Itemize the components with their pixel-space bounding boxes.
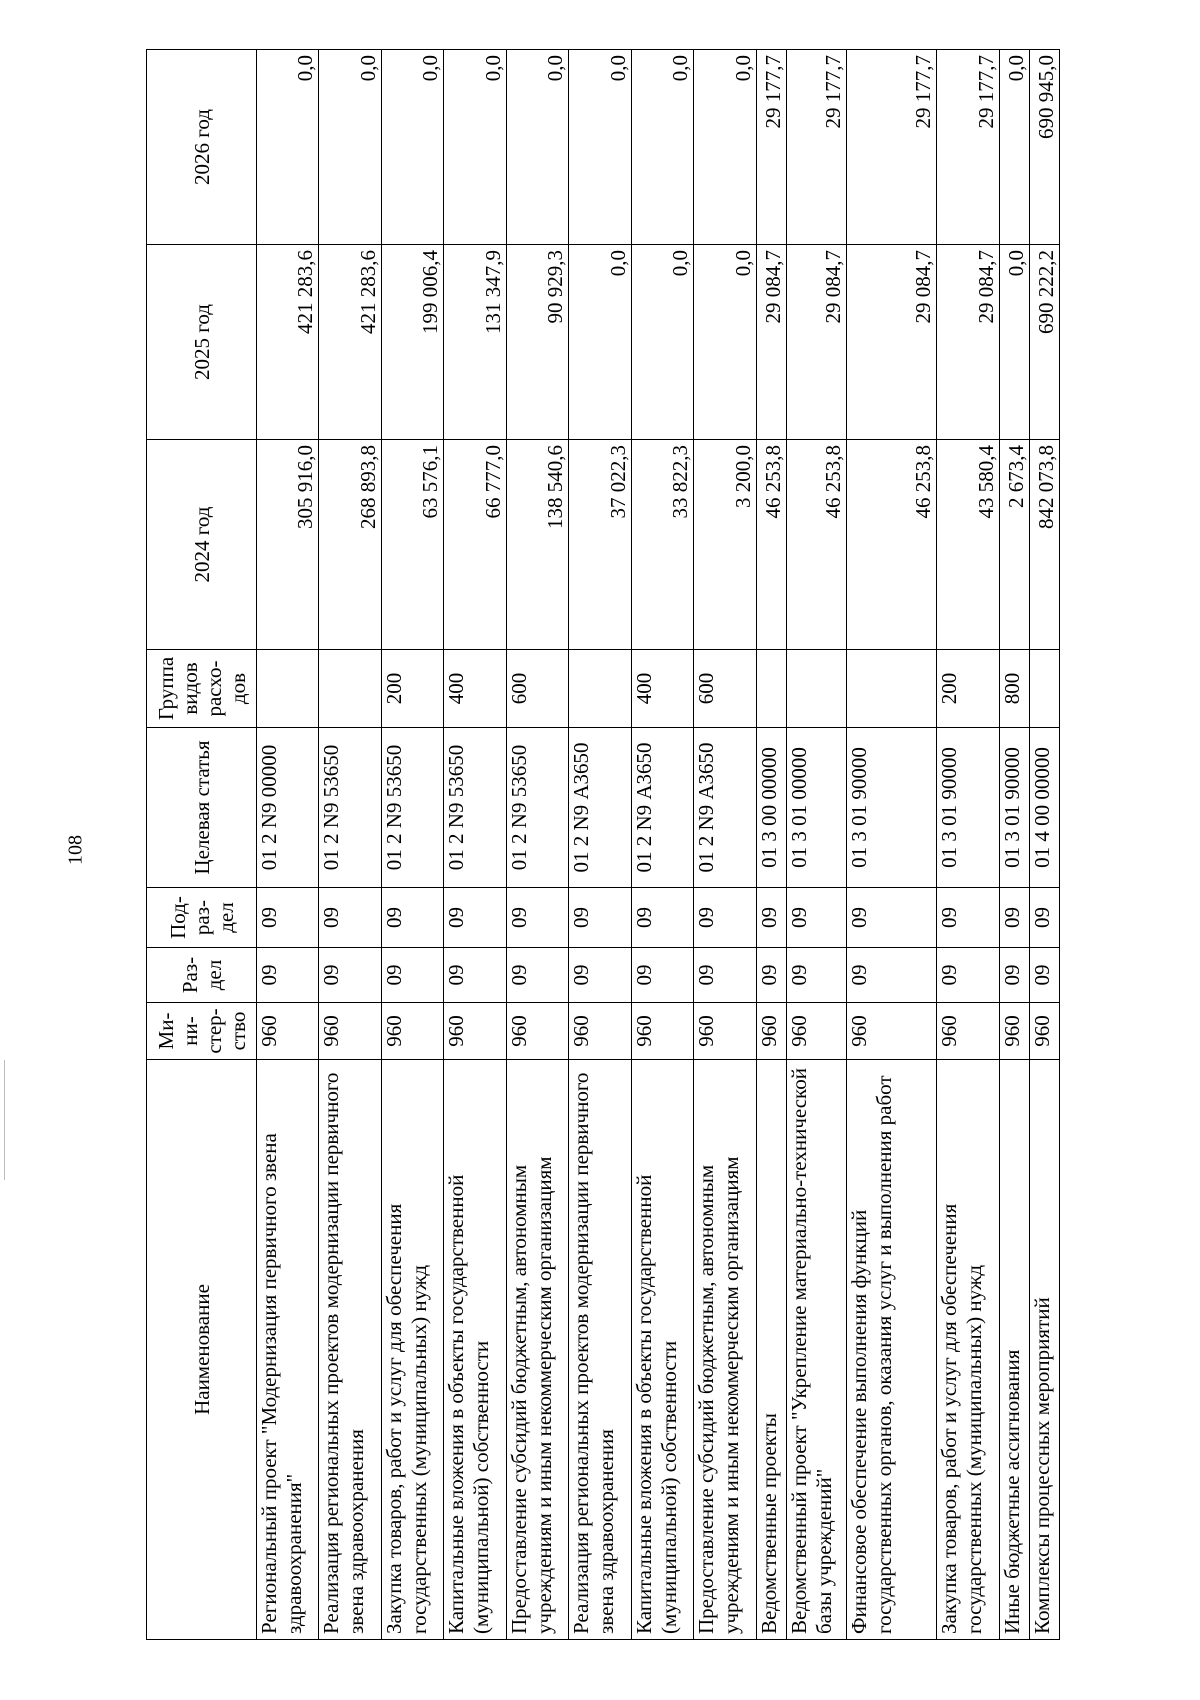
cell-y2026: 690 945,0 xyxy=(1029,50,1059,245)
table-row xyxy=(937,50,999,1640)
cell-y2024: 138 540,6 xyxy=(506,440,568,650)
table-row xyxy=(1029,50,1059,1640)
cell-target: 01 2 N9 00000 xyxy=(257,728,319,888)
cell-section: 09 xyxy=(694,948,756,1003)
cell-target: 01 3 00 00000 xyxy=(756,728,786,888)
cell-y2024: 46 253,8 xyxy=(786,440,846,650)
cell-ministry: 960 xyxy=(319,1003,381,1060)
table-row xyxy=(756,50,786,1640)
cell-y2026: 29 177,7 xyxy=(846,50,936,245)
cell-section: 09 xyxy=(1029,948,1059,1003)
cell-y2026: 0,0 xyxy=(257,50,319,245)
cell-subsection: 09 xyxy=(569,888,631,948)
cell-y2025: 29 084,7 xyxy=(756,245,786,440)
cell-y2024: 33 822,3 xyxy=(631,440,693,650)
header-2024: 2024 год xyxy=(147,440,257,650)
cell-y2024: 3 200,0 xyxy=(694,440,756,650)
cell-subsection: 09 xyxy=(631,888,693,948)
cell-group xyxy=(319,650,381,728)
cell-ministry: 960 xyxy=(631,1003,693,1060)
cell-y2026: 0,0 xyxy=(506,50,568,245)
cell-target: 01 2 N9 А3650 xyxy=(694,728,756,888)
cell-subsection: 09 xyxy=(694,888,756,948)
table-row xyxy=(999,50,1029,1640)
cell-ministry: 960 xyxy=(756,1003,786,1060)
cell-y2024: 37 022,3 xyxy=(569,440,631,650)
cell-target: 01 2 N9 53650 xyxy=(506,728,568,888)
cell-y2026: 0,0 xyxy=(569,50,631,245)
cell-group xyxy=(846,650,936,728)
cell-ministry: 960 xyxy=(999,1003,1029,1060)
cell-group: 800 xyxy=(999,650,1029,728)
table-row xyxy=(444,50,506,1640)
cell-group xyxy=(786,650,846,728)
cell-subsection: 09 xyxy=(444,888,506,948)
header-name: Наименование xyxy=(147,1060,257,1640)
cell-ministry: 960 xyxy=(506,1003,568,1060)
cell-y2025: 29 084,7 xyxy=(846,245,936,440)
cell-subsection: 09 xyxy=(937,888,999,948)
cell-ministry: 960 xyxy=(569,1003,631,1060)
cell-subsection: 09 xyxy=(1029,888,1059,948)
cell-subsection: 09 xyxy=(319,888,381,948)
cell-section: 09 xyxy=(846,948,936,1003)
cell-target: 01 2 N9 А3650 xyxy=(569,728,631,888)
cell-group xyxy=(756,650,786,728)
table-row xyxy=(569,50,631,1640)
cell-name: Ведомственные проекты xyxy=(756,1060,786,1640)
cell-y2025: 421 283,6 xyxy=(257,245,319,440)
cell-y2026: 0,0 xyxy=(694,50,756,245)
cell-subsection: 09 xyxy=(786,888,846,948)
cell-group: 200 xyxy=(937,650,999,728)
cell-group: 400 xyxy=(631,650,693,728)
cell-target: 01 2 N9 А3650 xyxy=(631,728,693,888)
cell-y2026: 29 177,7 xyxy=(756,50,786,245)
cell-subsection: 09 xyxy=(257,888,319,948)
cell-name: Ведомственный проект "Укрепление материально-технической базы учреждений" xyxy=(786,1060,846,1640)
cell-y2026: 0,0 xyxy=(631,50,693,245)
cell-target: 01 3 01 90000 xyxy=(999,728,1029,888)
cell-target: 01 3 01 00000 xyxy=(786,728,846,888)
cell-section: 09 xyxy=(569,948,631,1003)
cell-y2024: 63 576,1 xyxy=(381,440,443,650)
cell-section: 09 xyxy=(999,948,1029,1003)
cell-name: Предоставление субсидий бюджетным, автономным учреждениям и иным некоммерческим организациям xyxy=(694,1060,756,1640)
cell-group: 400 xyxy=(444,650,506,728)
cell-section: 09 xyxy=(631,948,693,1003)
cell-name: Реализация региональных проектов модернизации первичного звена здравоохранения xyxy=(569,1060,631,1640)
table-row xyxy=(381,50,443,1640)
cell-y2026: 29 177,7 xyxy=(786,50,846,245)
cell-name: Финансовое обеспечение выполнения функций государственных органов, оказания услуг и выполнения работ xyxy=(846,1060,936,1640)
table-row xyxy=(846,50,936,1640)
cell-subsection: 09 xyxy=(846,888,936,948)
cell-ministry: 960 xyxy=(846,1003,936,1060)
cell-ministry: 960 xyxy=(1029,1003,1059,1060)
table-header-row xyxy=(147,50,257,1640)
header-section: Раз- дел xyxy=(147,948,257,1003)
header-2025: 2025 год xyxy=(147,245,257,440)
cell-y2025: 29 084,7 xyxy=(937,245,999,440)
cell-y2024: 842 073,8 xyxy=(1029,440,1059,650)
cell-y2025: 131 347,9 xyxy=(444,245,506,440)
cell-y2024: 46 253,8 xyxy=(846,440,936,650)
cell-ministry: 960 xyxy=(444,1003,506,1060)
header-2026: 2026 год xyxy=(147,50,257,245)
cell-group: 200 xyxy=(381,650,443,728)
cell-y2026: 0,0 xyxy=(381,50,443,245)
cell-subsection: 09 xyxy=(506,888,568,948)
cell-target: 01 2 N9 53650 xyxy=(319,728,381,888)
page-number: 108 xyxy=(64,835,87,865)
cell-y2024: 268 893,8 xyxy=(319,440,381,650)
cell-y2024: 46 253,8 xyxy=(756,440,786,650)
cell-section: 09 xyxy=(257,948,319,1003)
cell-section: 09 xyxy=(937,948,999,1003)
cell-ministry: 960 xyxy=(937,1003,999,1060)
cell-y2025: 29 084,7 xyxy=(786,245,846,440)
cell-y2024: 305 916,0 xyxy=(257,440,319,650)
cell-group: 600 xyxy=(694,650,756,728)
scan-artifact xyxy=(4,1060,5,1180)
cell-target: 01 3 01 90000 xyxy=(846,728,936,888)
cell-group: 600 xyxy=(506,650,568,728)
cell-name: Капитальные вложения в объекты государственной (муниципальной) собственности xyxy=(631,1060,693,1640)
table-row xyxy=(257,50,319,1640)
cell-name: Закупка товаров, работ и услуг для обеспечения государственных (муниципальных) нужд xyxy=(381,1060,443,1640)
cell-ministry: 960 xyxy=(257,1003,319,1060)
cell-group xyxy=(257,650,319,728)
cell-y2025: 199 006,4 xyxy=(381,245,443,440)
cell-target: 01 4 00 00000 xyxy=(1029,728,1059,888)
table-row xyxy=(319,50,381,1640)
header-subsection: Под- раз- дел xyxy=(147,888,257,948)
cell-name: Иные бюджетные ассигнования xyxy=(999,1060,1029,1640)
cell-y2025: 421 283,6 xyxy=(319,245,381,440)
cell-subsection: 09 xyxy=(381,888,443,948)
cell-y2025: 90 929,3 xyxy=(506,245,568,440)
cell-name: Комплексы процессных мероприятий xyxy=(1029,1060,1059,1640)
cell-y2024: 66 777,0 xyxy=(444,440,506,650)
table-row xyxy=(506,50,568,1640)
cell-group xyxy=(1029,650,1059,728)
cell-ministry: 960 xyxy=(786,1003,846,1060)
cell-target: 01 3 01 90000 xyxy=(937,728,999,888)
cell-target: 01 2 N9 53650 xyxy=(444,728,506,888)
cell-y2026: 0,0 xyxy=(999,50,1029,245)
cell-name: Предоставление субсидий бюджетным, автономным учреждениям и иным некоммерческим организациям xyxy=(506,1060,568,1640)
cell-y2025: 0,0 xyxy=(694,245,756,440)
cell-y2025: 0,0 xyxy=(569,245,631,440)
cell-section: 09 xyxy=(756,948,786,1003)
budget-table xyxy=(146,49,1060,1640)
cell-section: 09 xyxy=(319,948,381,1003)
cell-group xyxy=(569,650,631,728)
cell-name: Региональный проект "Модернизация первичного звена здравоохранения" xyxy=(257,1060,319,1640)
cell-subsection: 09 xyxy=(999,888,1029,948)
cell-subsection: 09 xyxy=(756,888,786,948)
cell-section: 09 xyxy=(506,948,568,1003)
table-row xyxy=(631,50,693,1640)
cell-y2026: 29 177,7 xyxy=(937,50,999,245)
cell-y2024: 2 673,4 xyxy=(999,440,1029,650)
cell-y2025: 690 222,2 xyxy=(1029,245,1059,440)
cell-y2026: 0,0 xyxy=(319,50,381,245)
cell-section: 09 xyxy=(786,948,846,1003)
cell-name: Капитальные вложения в объекты государственной (муниципальной) собственности xyxy=(444,1060,506,1640)
cell-y2026: 0,0 xyxy=(444,50,506,245)
header-target: Целевая статья xyxy=(147,728,257,888)
cell-y2025: 0,0 xyxy=(631,245,693,440)
table-row xyxy=(694,50,756,1640)
header-group: Группа видов расхо- дов xyxy=(147,650,257,728)
cell-y2025: 0,0 xyxy=(999,245,1029,440)
table-row xyxy=(786,50,846,1640)
cell-ministry: 960 xyxy=(694,1003,756,1060)
cell-section: 09 xyxy=(444,948,506,1003)
cell-y2024: 43 580,4 xyxy=(937,440,999,650)
cell-name: Закупка товаров, работ и услуг для обеспечения государственных (муниципальных) нужд xyxy=(937,1060,999,1640)
cell-section: 09 xyxy=(381,948,443,1003)
header-ministry: Ми- ни- стер- ство xyxy=(147,1003,257,1060)
cell-target: 01 2 N9 53650 xyxy=(381,728,443,888)
cell-ministry: 960 xyxy=(381,1003,443,1060)
cell-name: Реализация региональных проектов модернизации первичного звена здравоохранения xyxy=(319,1060,381,1640)
rotated-table-container xyxy=(146,50,1060,1640)
